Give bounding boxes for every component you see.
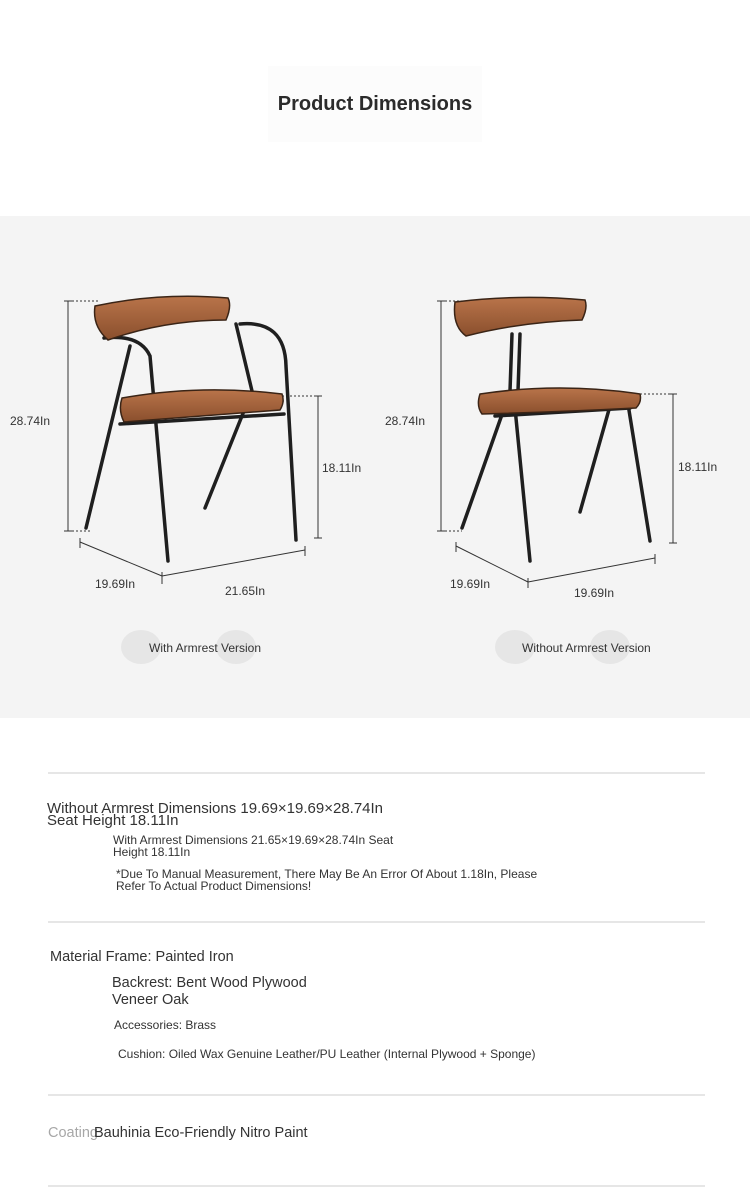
divider	[48, 921, 705, 923]
page-title: Product Dimensions	[277, 92, 473, 115]
armrest-chair-image	[64, 296, 322, 584]
armrest-seat-height-label: 18.11In	[322, 461, 362, 475]
coating-label: Coating	[48, 1125, 98, 1141]
no-armrest-chair-image	[437, 297, 677, 588]
material-cushion-text: Cushion: Oiled Wax Genuine Leather/PU Leather (Internal Plywood + Sponge)	[118, 1047, 536, 1061]
divider	[48, 1094, 705, 1096]
material-frame-text: Material Frame: Painted Iron	[50, 949, 234, 965]
product-image-panel	[0, 216, 750, 718]
no-armrest-depth-label: 19.69In	[450, 577, 491, 591]
seat-height-text: Seat Height 18.11In	[47, 812, 179, 829]
coating-value: Bauhinia Eco-Friendly Nitro Paint	[94, 1125, 308, 1141]
no-armrest-caption: Without Armrest Version	[522, 641, 651, 655]
measurement-note: *Due To Manual Measurement, There May Be An Error Of About 1.18In, Please Refer To Actual Product Dimensions!	[116, 867, 538, 893]
armrest-height-label: 28.74In	[10, 414, 51, 428]
no-armrest-dimensions-text: Without Armrest Dimensions 19.69×19.69×28.74In	[47, 800, 384, 817]
divider	[48, 772, 705, 774]
no-armrest-seat-height-label: 18.11In	[678, 460, 718, 474]
armrest-dimensions-text: With Armrest Dimensions 21.65×19.69×28.74In Seat Height 18.11In	[113, 833, 394, 859]
title-box	[268, 66, 482, 142]
material-backrest-text: Backrest: Bent Wood Plywood Veneer Oak	[112, 975, 307, 1009]
armrest-width-label: 21.65In	[225, 584, 266, 598]
no-armrest-height-label: 28.74In	[385, 414, 426, 428]
no-armrest-width-label: 19.69In	[574, 586, 615, 600]
armrest-caption: With Armrest Version	[149, 641, 262, 655]
armrest-depth-label: 19.69In	[95, 577, 136, 591]
divider	[48, 1185, 705, 1187]
material-accessories-text: Accessories: Brass	[114, 1018, 217, 1032]
